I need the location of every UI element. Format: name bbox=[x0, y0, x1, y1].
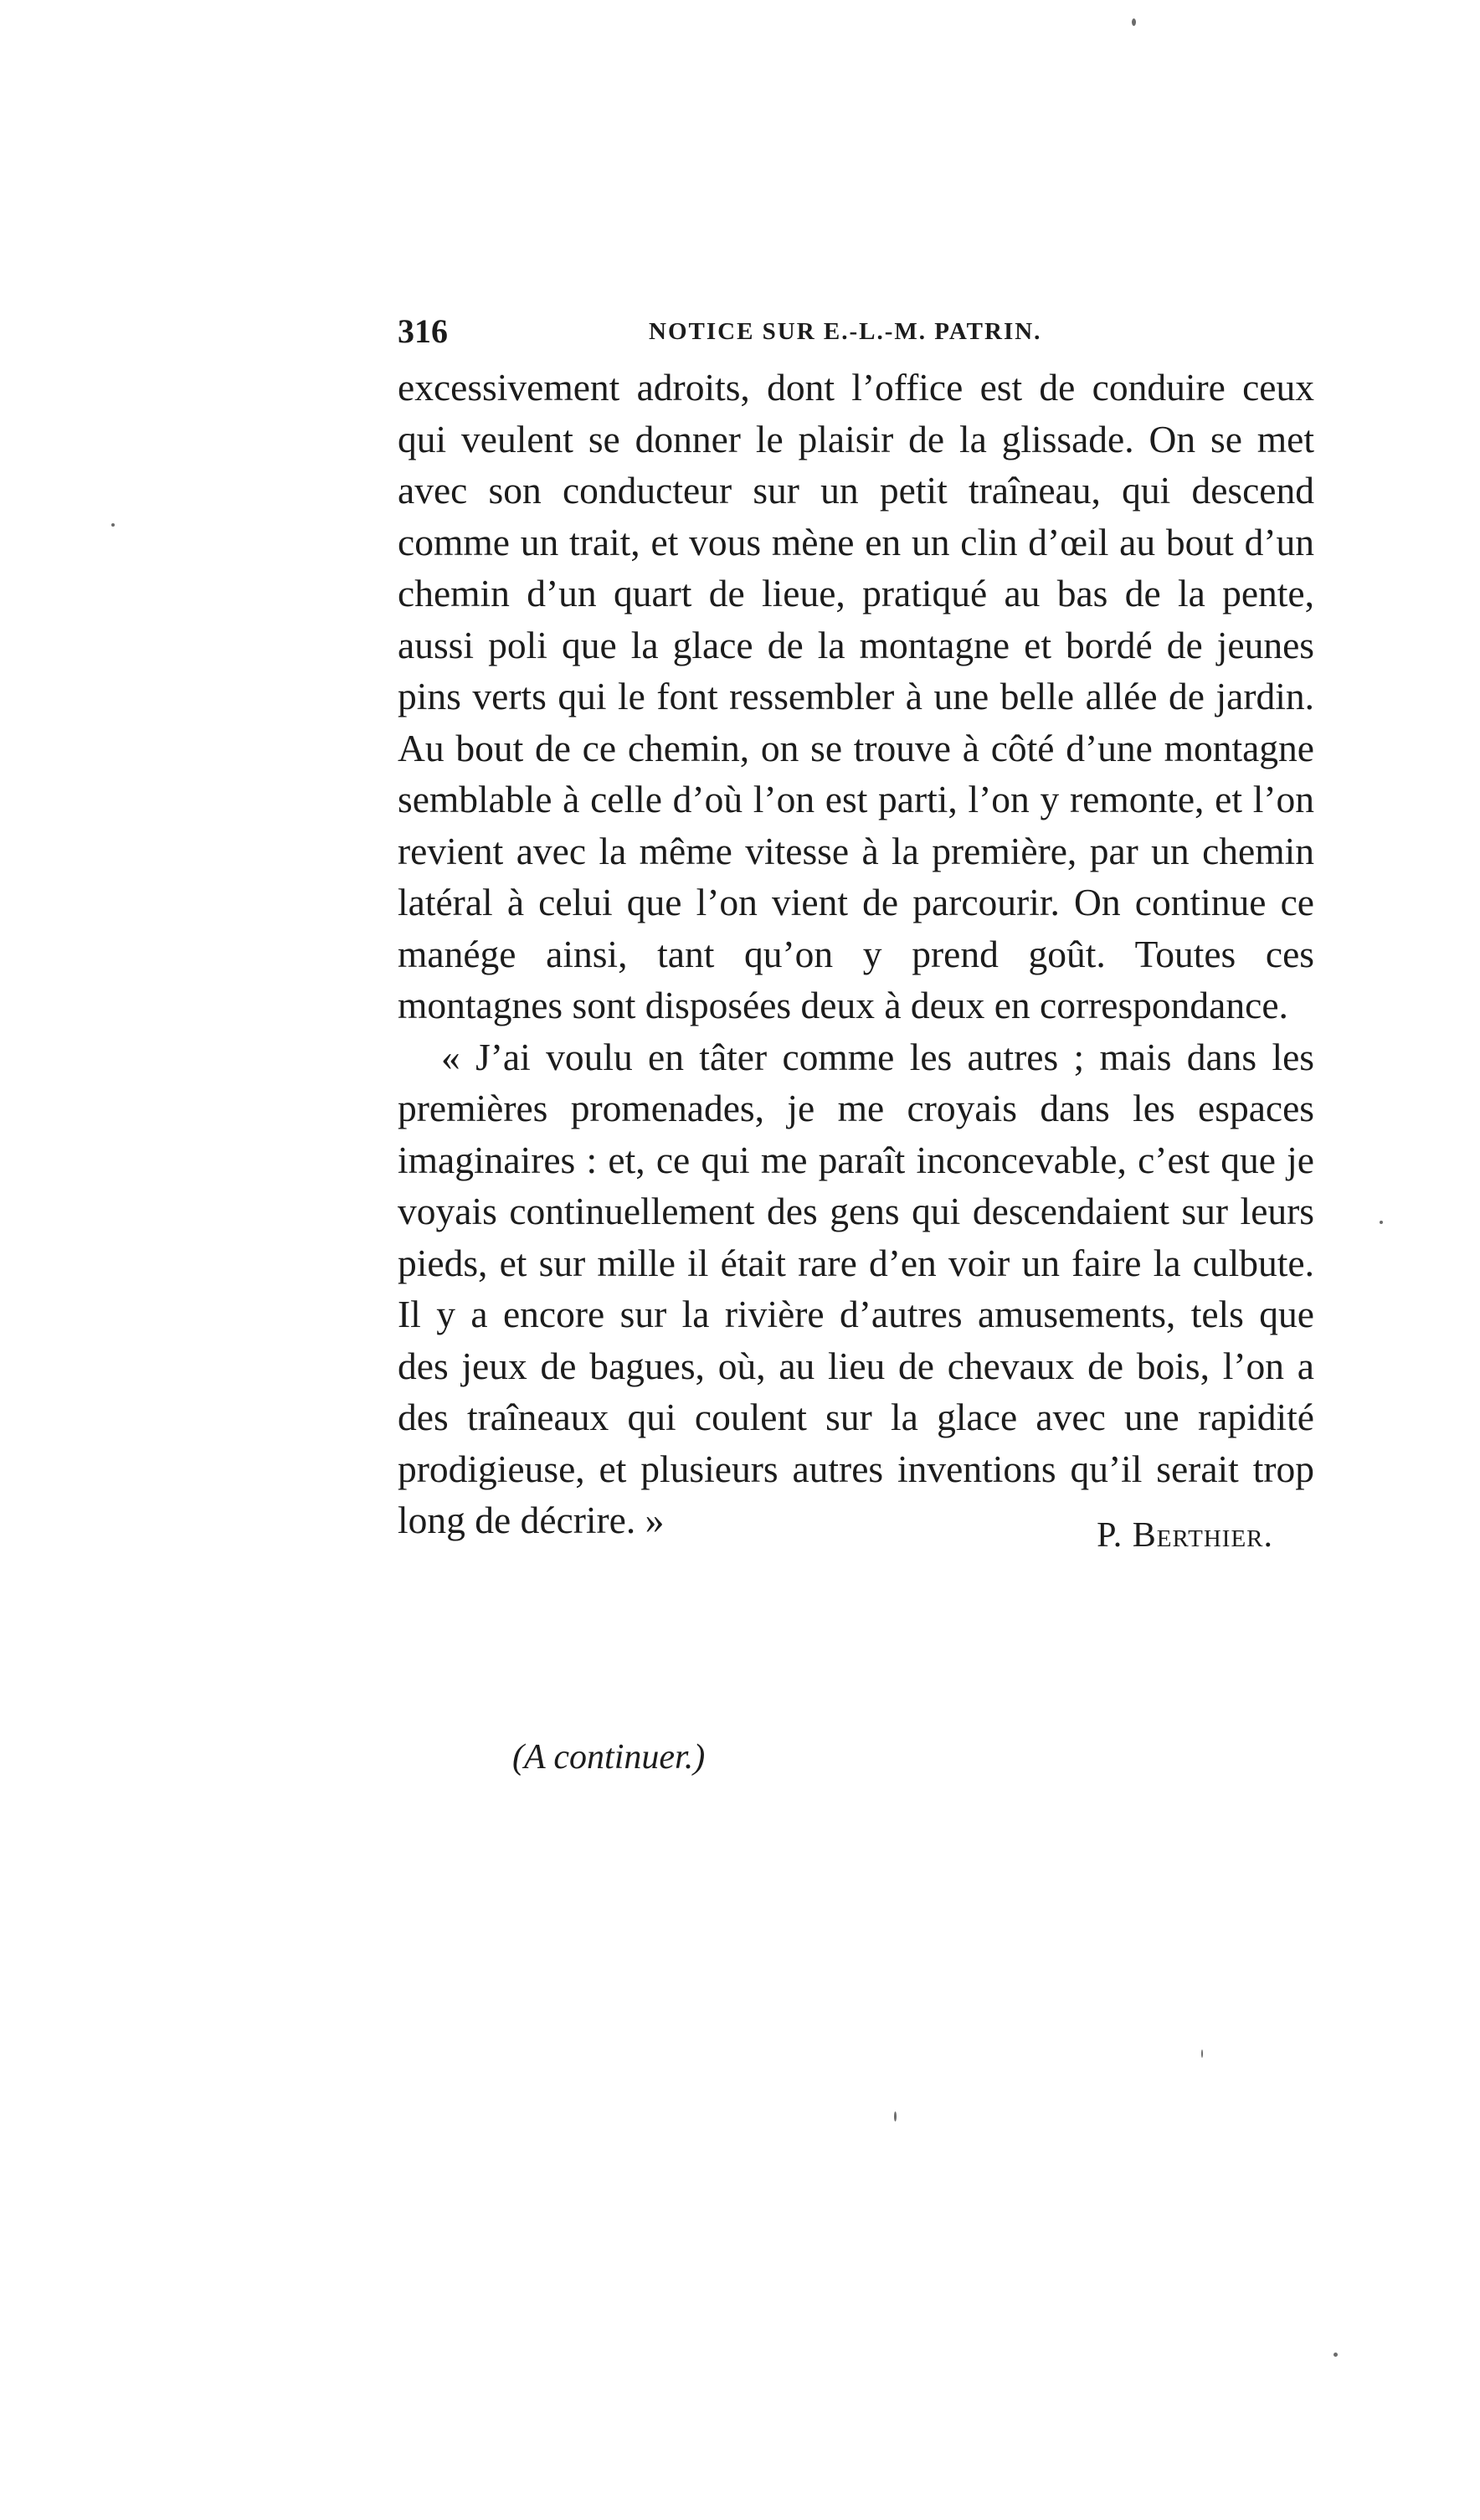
scan-speck bbox=[1380, 1221, 1383, 1224]
paragraph: excessivement adroits, dont l’office est de conduire ceux qui veulent se donner le plaisir de la glissade. On se met avec son conducteur sur un petit traîneau, qui descend comme un trait, et vous mène en un clin d’œil au bout d’un chemin d’un quart de lieue, pratiqué au bas de la pente, aussi poli que la glace de la montagne et bordé de jeunes pins verts qui le font ressembler à une belle allée de jardin. Au bout de ce chemin, on se trouve à côté d’une montagne semblable à celle d’où l’on est parti, l’on y remonte, et l’on revient avec la même vitesse à la première, par un chemin latéral à celui que l’on vient de parcourir. On continue ce manége ainsi, tant qu’on y prend goût. Toutes ces montagnes sont disposées deux à deux en correspondance. bbox=[398, 366, 1314, 1026]
body-text bbox=[398, 362, 1314, 1546]
scan-speck bbox=[894, 2111, 897, 2121]
scan-speck bbox=[1132, 18, 1136, 26]
scan-speck bbox=[111, 523, 115, 527]
paragraph-quote: « J’ai voulu en tâter comme les autres ; mais dans les premières promenades, je me croyais dans les espaces imaginaires : et, ce qui me paraît inconcevable, c’est que je voyais continuellement des gens qui descendaient sur leurs pieds, et sur mille il était rare d’en voir un faire la culbute. Il y a encore sur la rivière d’autres amusements, tels que des jeux de bagues, où, au lieu de chevaux de bois, l’on a des traîneaux qui coulent sur la glace avec une rapidité prodigieuse, et plusieurs autres inventions qu’il serait trop long de décrire. » bbox=[398, 1035, 1314, 1541]
continuation-note: (A continuer.) bbox=[512, 1738, 706, 1777]
author-signature: P. Berthier. bbox=[1097, 1516, 1273, 1555]
running-title: NOTICE SUR E.-L.-M. PATRIN. bbox=[649, 318, 1042, 345]
page-number: 316 bbox=[398, 312, 448, 350]
scan-speck bbox=[1334, 2353, 1338, 2357]
page-header bbox=[398, 311, 1277, 362]
scan-speck bbox=[1201, 2049, 1203, 2058]
